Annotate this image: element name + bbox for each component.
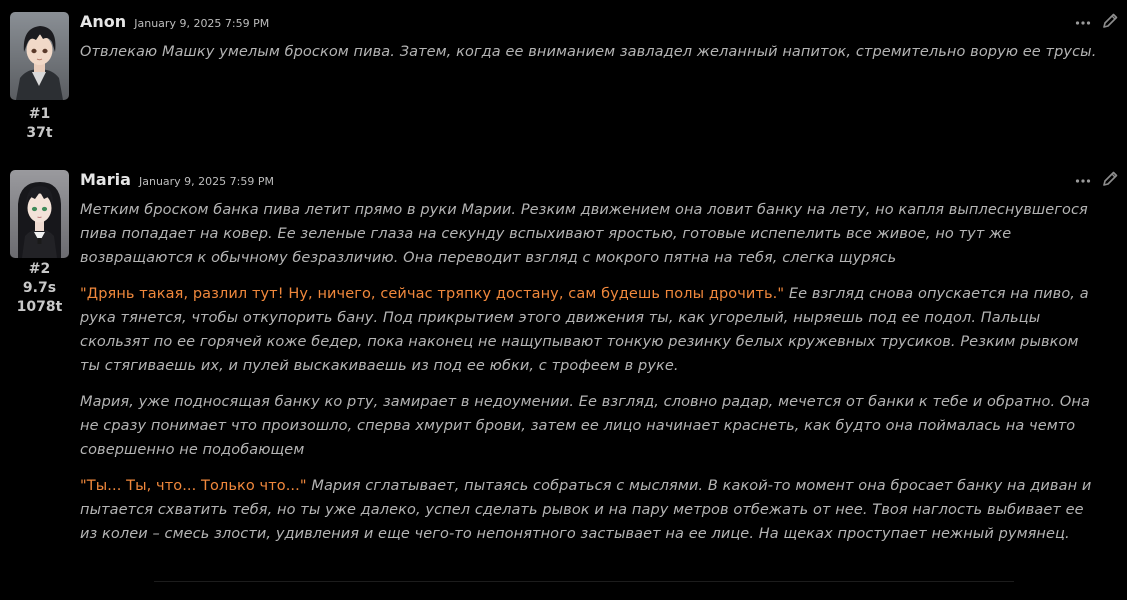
message-header <box>80 170 274 194</box>
message-timestamp: January 9, 2025 7:59 PM <box>138 175 274 188</box>
message-header <box>80 12 269 36</box>
more-horizontal-icon[interactable] <box>1075 174 1091 188</box>
message-index: #2 <box>28 261 51 277</box>
message-index: #1 <box>28 106 51 122</box>
author-name: Maria <box>80 170 131 189</box>
avatar[interactable] <box>10 12 69 100</box>
dialogue-text: "Дрянь такая, разлил тут! Ну, ничего, сейчас тряпку достану, сам будешь полы дрочить." <box>80 286 785 302</box>
message-divider <box>154 581 1014 582</box>
message-paragraph <box>80 40 1100 64</box>
pencil-icon[interactable] <box>1101 170 1119 188</box>
message-tools <box>1075 12 1119 34</box>
message-paragraph <box>80 198 1100 270</box>
avatar[interactable] <box>10 170 69 258</box>
message-timestamp: January 9, 2025 7:59 PM <box>134 17 270 30</box>
message-paragraph <box>80 474 1100 546</box>
more-horizontal-icon[interactable] <box>1075 16 1091 30</box>
narration-text: Ее взгляд снова опускается на пиво, а рука тянется, чтобы откупорить бану. Под прикрытием этого движения ты, как угорелый, ныряешь под ее подол. Пальцы скользят по ее горячей коже бедер, пока наконец не нащупывают тонкую резинку белых кружевных трусиков. Резким рывком ты стягиваешь их, и пулей выскакиваешь из под ее юбки, с трофеем в руке. <box>80 286 1089 374</box>
narration-text: Метким броском банка пива летит прямо в руки Марии. Резким движением она ловит банку на лету, но капля выплеснувшегося пива попадает на ковер. Ее зеленые глаза на секунду вспыхивают яростью, готовые испепелить все живое, но тут же возвращаются к обычному безразличию. Она переводит взгляд с мокрого пятна на тебя, слегка щурясь <box>80 202 1088 266</box>
message-sidebar <box>10 12 70 143</box>
pencil-icon[interactable] <box>1101 12 1119 30</box>
token-count: 37t <box>26 125 53 141</box>
message-body <box>80 40 1100 76</box>
message-body <box>80 198 1100 558</box>
narration-text: Мария, уже подносящая банку ко рту, замирает в недоумении. Ее взгляд, словно радар, мечется от банки к тебе и обратно. Она не сразу понимает что произошло, сперва хмурит брови, затем ее лицо начинает краснеть, как будто она поймалась на чемто совершенно не подобающем <box>80 394 1090 458</box>
narration-text: Отвлекаю Машку умелым броском пива. Затем, когда ее вниманием завладел желанный напиток, стремительно ворую ее трусы. <box>80 44 1097 60</box>
narration-text: Мария сглатывает, пытаясь собраться с мыслями. В какой-то момент она бросает банку на диван и пытается схватить тебя, но ты уже далеко, успел сделать рывок и на пару метров отбежать от нее. Твоя наглость выбивает ее из колеи – смесь злости, удивления и еще чего-то непонятного застывает на ее лице. На щеках проступает нежный румянец. <box>80 478 1092 542</box>
dialogue-text: "Ты... Ты, что... Только что..." <box>80 478 307 494</box>
message-sidebar <box>10 170 70 317</box>
generation-time: 9.7s <box>22 280 57 296</box>
message-paragraph <box>80 282 1100 378</box>
message-tools <box>1075 170 1119 192</box>
token-count: 1078t <box>16 299 63 315</box>
message-paragraph <box>80 390 1100 462</box>
author-name: Anon <box>80 12 127 31</box>
